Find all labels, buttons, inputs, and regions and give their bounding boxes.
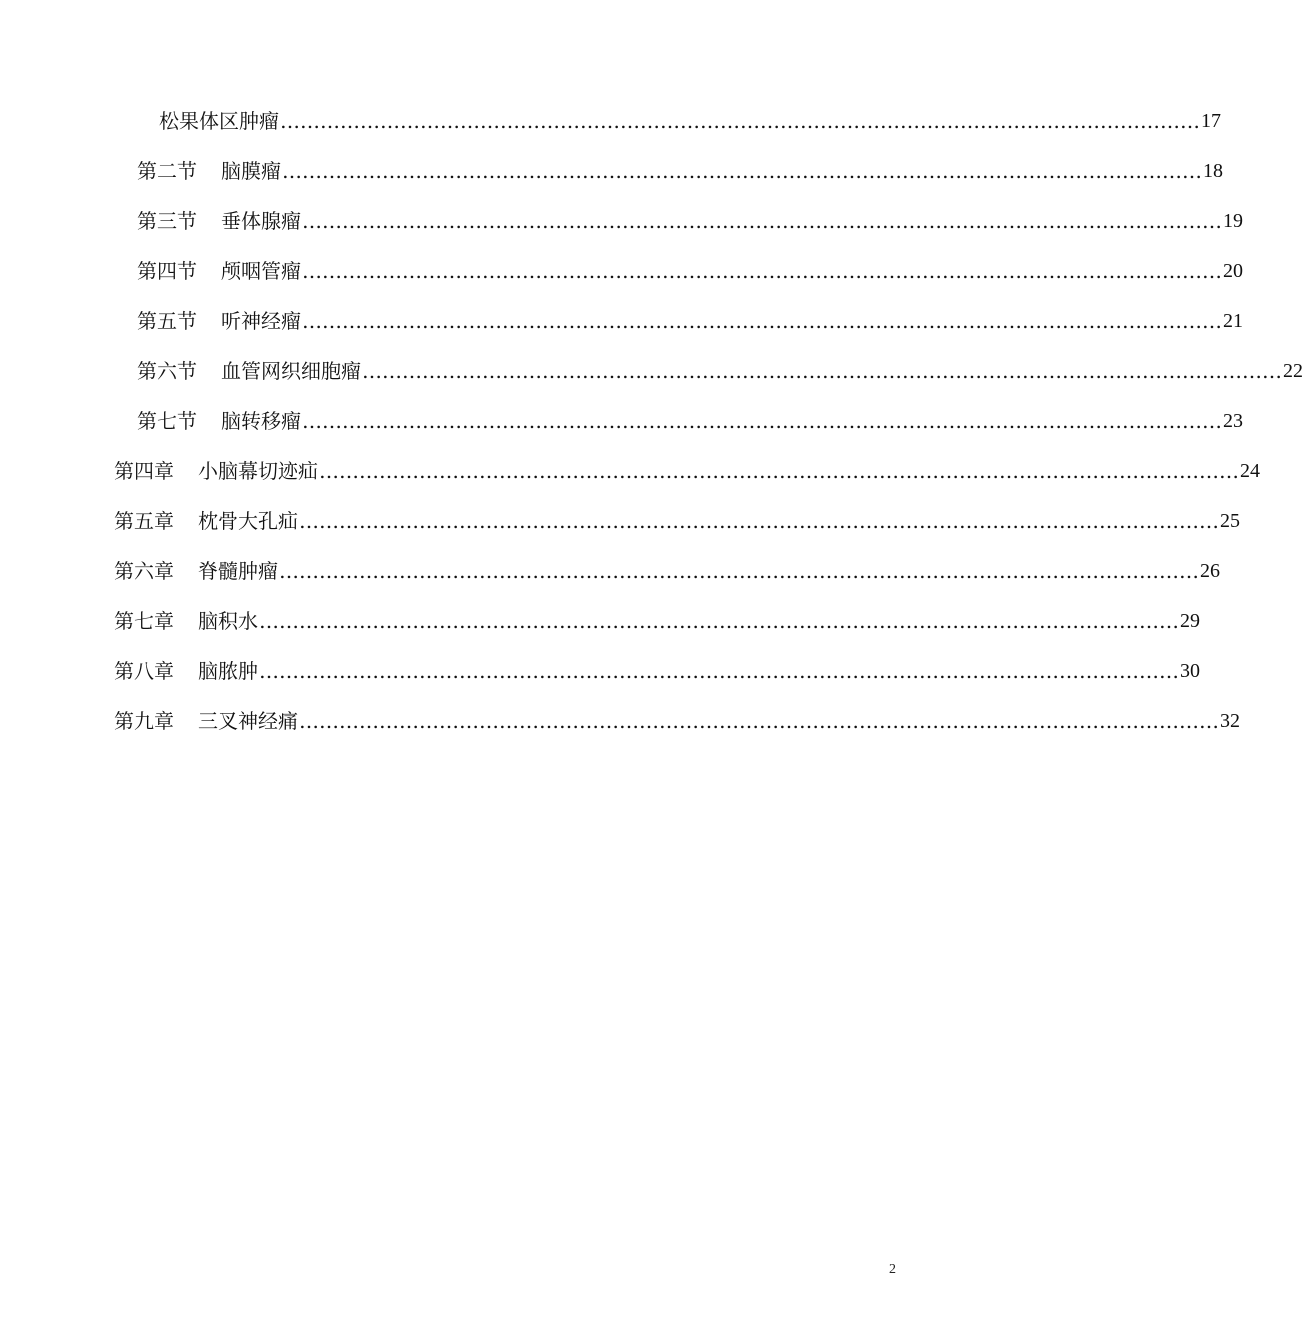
toc-entry-title: 听神经瘤 bbox=[221, 309, 301, 333]
toc-entry-text bbox=[137, 407, 301, 443]
dot-leader: ………………………………………………………………………………………………………………………… bbox=[259, 659, 1179, 683]
toc-entry-title: 三叉神经痛 bbox=[198, 709, 298, 733]
dot-leader: ………………………………………………………………………………………………………………………… bbox=[299, 509, 1219, 533]
toc-page-number: 17 bbox=[1201, 110, 1221, 132]
toc-entry-text bbox=[114, 607, 258, 643]
toc-entry-text bbox=[137, 257, 301, 293]
toc-page-number: 20 bbox=[1223, 260, 1243, 282]
toc-entry-text bbox=[137, 207, 301, 243]
toc-entry-number: 第五章 bbox=[114, 509, 174, 533]
toc-entry-text bbox=[159, 107, 279, 143]
toc-entry[interactable] bbox=[0, 193, 1243, 243]
dot-leader: ………………………………………………………………………………………………………………………… bbox=[279, 559, 1199, 583]
toc-entry-number: 第四节 bbox=[137, 259, 197, 283]
toc-entry[interactable] bbox=[0, 243, 1243, 293]
toc-entry-text bbox=[137, 307, 301, 343]
toc-page-number: 23 bbox=[1223, 410, 1243, 432]
toc-entry-title: 垂体腺瘤 bbox=[221, 209, 301, 233]
toc-entry-title: 枕骨大孔疝 bbox=[198, 509, 298, 533]
toc-entry-number: 第三节 bbox=[137, 209, 197, 233]
toc-entry-number: 第六章 bbox=[114, 559, 174, 583]
toc-entry[interactable] bbox=[0, 143, 1223, 193]
toc-entry-text bbox=[114, 457, 318, 493]
toc-entry-number: 第五节 bbox=[137, 309, 197, 333]
toc-entry-title: 脊髓肿瘤 bbox=[198, 559, 278, 583]
toc-page-number: 24 bbox=[1240, 460, 1260, 482]
toc-page-number: 18 bbox=[1203, 160, 1223, 182]
toc-entry-text bbox=[114, 707, 298, 743]
toc-entry-text bbox=[114, 557, 278, 593]
toc-page-number: 25 bbox=[1220, 510, 1240, 532]
toc-entry[interactable] bbox=[0, 443, 1260, 493]
toc-entry[interactable] bbox=[0, 493, 1240, 543]
toc-entry-number: 第二节 bbox=[137, 159, 197, 183]
page-number: 2 bbox=[889, 1262, 896, 1277]
dot-leader: ………………………………………………………………………………………………………………………… bbox=[280, 109, 1200, 133]
toc-page-number: 22 bbox=[1283, 360, 1303, 382]
toc-entry-title: 血管网织细胞瘤 bbox=[221, 359, 361, 383]
toc-page-number: 26 bbox=[1200, 560, 1220, 582]
toc-entry[interactable] bbox=[0, 293, 1243, 343]
dot-leader: ………………………………………………………………………………………………………………………… bbox=[282, 159, 1202, 183]
toc-entry[interactable] bbox=[0, 643, 1200, 693]
toc-entry-text bbox=[114, 657, 258, 693]
toc-entry-title: 脑膜瘤 bbox=[221, 159, 281, 183]
toc-entry-number: 第八章 bbox=[114, 659, 174, 683]
dot-leader: ………………………………………………………………………………………………………………………… bbox=[319, 459, 1239, 483]
toc-entry-title: 松果体区肿瘤 bbox=[159, 109, 279, 133]
toc-entry[interactable] bbox=[0, 593, 1200, 643]
toc-entry-text bbox=[137, 357, 361, 393]
dot-leader: ………………………………………………………………………………………………………………………… bbox=[362, 359, 1282, 383]
dot-leader: ………………………………………………………………………………………………………………………… bbox=[299, 709, 1219, 733]
toc-entry[interactable] bbox=[0, 543, 1220, 593]
toc-entry[interactable] bbox=[0, 93, 1221, 143]
dot-leader: ………………………………………………………………………………………………………………………… bbox=[302, 209, 1222, 233]
toc-entry-number: 第四章 bbox=[114, 459, 174, 483]
toc-entry-title: 颅咽管瘤 bbox=[221, 259, 301, 283]
dot-leader: ………………………………………………………………………………………………………………………… bbox=[302, 259, 1222, 283]
toc-entry-number: 第七节 bbox=[137, 409, 197, 433]
toc-entry-title: 脑脓肿 bbox=[198, 659, 258, 683]
toc-entry-number: 第七章 bbox=[114, 609, 174, 633]
toc-page-number: 29 bbox=[1180, 610, 1200, 632]
toc-page-number: 32 bbox=[1220, 710, 1240, 732]
toc-entry-text bbox=[114, 507, 298, 543]
toc-page-number: 30 bbox=[1180, 660, 1200, 682]
toc-entry-text bbox=[137, 157, 281, 193]
toc-page-number: 21 bbox=[1223, 310, 1243, 332]
table-of-contents bbox=[0, 93, 1303, 743]
toc-entry-number: 第九章 bbox=[114, 709, 174, 733]
dot-leader: ………………………………………………………………………………………………………………………… bbox=[259, 609, 1179, 633]
toc-entry-title: 小脑幕切迹疝 bbox=[198, 459, 318, 483]
dot-leader: ………………………………………………………………………………………………………………………… bbox=[302, 309, 1222, 333]
toc-entry-number: 第六节 bbox=[137, 359, 197, 383]
toc-entry[interactable] bbox=[0, 693, 1240, 743]
toc-entry-title: 脑转移瘤 bbox=[221, 409, 301, 433]
toc-page-number: 19 bbox=[1223, 210, 1243, 232]
toc-entry[interactable] bbox=[0, 393, 1243, 443]
dot-leader: ………………………………………………………………………………………………………………………… bbox=[302, 409, 1222, 433]
toc-entry-title: 脑积水 bbox=[198, 609, 258, 633]
toc-entry[interactable] bbox=[0, 343, 1303, 393]
